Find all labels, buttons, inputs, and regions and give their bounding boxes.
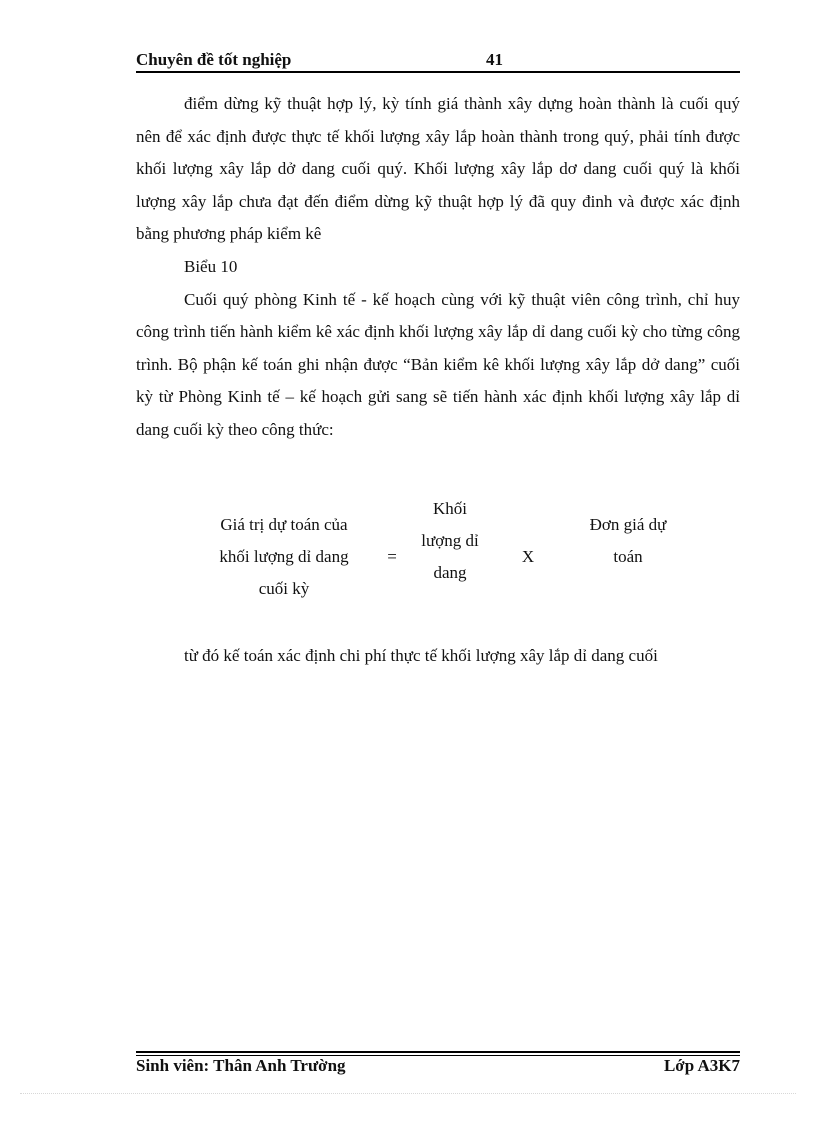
formula-lhs-line: khối lượng dỉ dang <box>219 547 349 566</box>
paragraph: điểm dừng kỹ thuật hợp lý, kỳ tính giá thành xây dựng hoàn thành là cuối quý nên để xác định được thực tế khối lượng xây lắp hoàn thành trong quý, phải tính được khối lượng xây lắp dở dang cuối quý. Khối lượng xây lắp dơ dang cuối quý là khối lượng xây lắp chưa đạt đến điểm dừng kỹ thuật hợp lý đã quy đinh và được xác định bằng phương pháp kiểm kê <box>136 94 740 244</box>
page-header <box>136 48 740 70</box>
header-rule <box>136 71 740 73</box>
formula-rhs-line: toán <box>613 547 643 566</box>
paragraph: Cuối quý phòng Kinh tế - kế hoạch cùng với kỹ thuật viên công trình, chỉ huy công trình tiến hành kiểm kê xác định khối lượng xây lắp dỉ dang cuối kỳ cho từng công trình. Bộ phận kế toán ghi nhận được “Bản kiểm kê khối lượng xây lắp dở dang” cuối kỳ từ Phòng Kinh tế – kế hoạch gửi sang sẽ tiến hành xác định khối lượng xây lắp dỉ dang cuối kỳ theo công thức: <box>136 289 740 439</box>
footer-rule <box>136 1051 740 1053</box>
multiply-sign: X <box>521 547 535 566</box>
formula-middle-line: Khối <box>433 499 467 518</box>
page-number: 41 <box>486 50 503 69</box>
formula-rhs-line: Đơn giá dự <box>589 515 667 534</box>
document-title: Chuyên đề tốt nghiệp <box>136 50 292 69</box>
page-bottom-border <box>20 1093 796 1094</box>
body-text <box>136 88 740 447</box>
equals-sign: = <box>387 547 397 566</box>
formula-middle <box>420 493 480 589</box>
formula-middle-line: lượng dỉ <box>421 531 479 550</box>
formula-lhs-line: cuối kỳ <box>258 579 310 598</box>
formula-rhs <box>578 509 678 573</box>
formula-lhs-line: Giá trị dự toán của <box>220 515 348 534</box>
table-reference: Biểu 10 <box>184 256 238 276</box>
footer-class: Lớp A3K7 <box>663 1056 740 1075</box>
after-formula-text: từ đó kế toán xác định chi phí thực tế khối lượng xây lắp dỉ dang cuối <box>184 646 658 665</box>
formula-middle-line: dang <box>433 563 467 582</box>
footer-student: Sinh viên: Thân Anh Trường <box>136 1056 346 1075</box>
formula-lhs <box>196 509 372 605</box>
